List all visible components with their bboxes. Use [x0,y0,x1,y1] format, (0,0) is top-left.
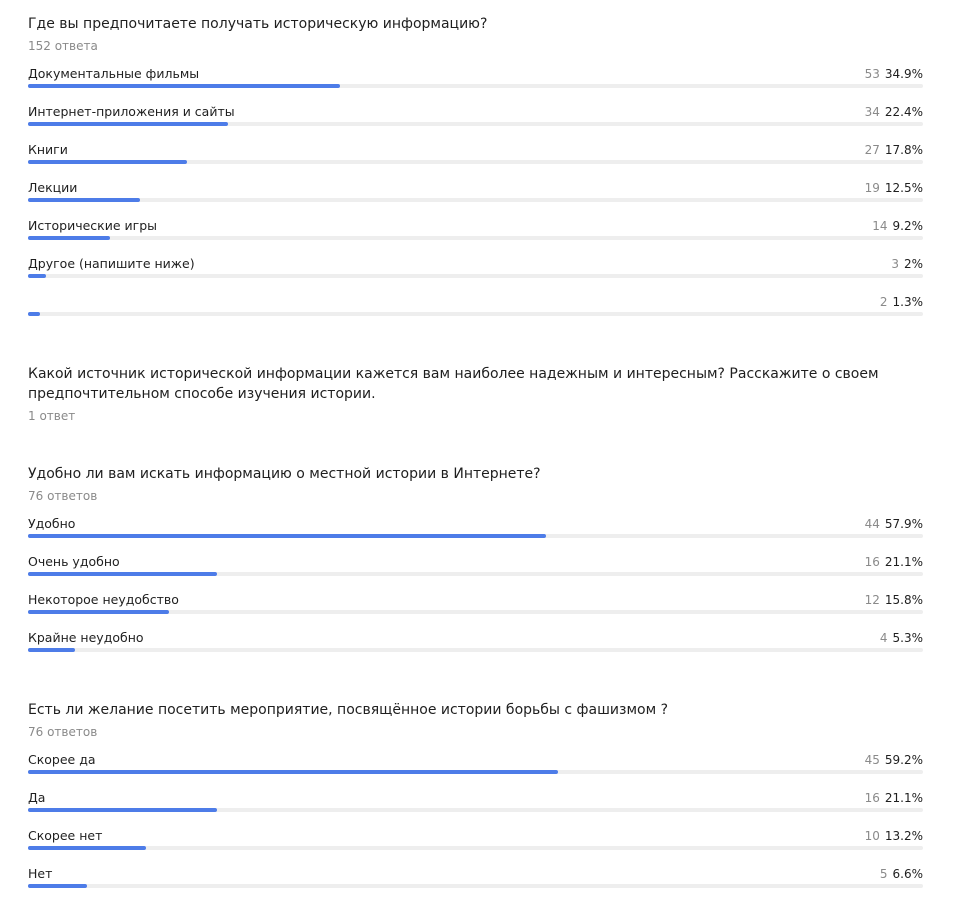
bar-track [28,122,923,126]
option-percent: 13.2% [884,829,923,843]
option-percent: 6.6% [892,867,923,881]
option-stats [865,592,923,608]
answer-count: 1 ответ [28,409,76,423]
answer-count: 152 ответа [28,39,98,53]
answer-options [28,752,923,904]
bar-track [28,884,923,888]
option-percent: 21.1% [884,555,923,569]
bar-track [28,770,923,774]
bar-track [28,312,923,316]
option-count: 14 [872,219,888,233]
option-label: Нет [28,866,53,881]
option-percent: 1.3% [892,295,923,309]
option-label: Некоторое неудобство [28,592,179,607]
question-title: Удобно ли вам искать информацию о местной истории в Интернете? [28,466,541,482]
option-count: 2 [879,295,888,309]
option-count: 16 [864,555,880,569]
bar-fill [28,198,140,202]
bar-track [28,236,923,240]
option-label: Крайне неудобно [28,630,144,645]
option-stats [865,180,923,196]
bar-track [28,808,923,812]
answer-options [28,516,923,668]
bar-fill [28,884,87,888]
option-stats [865,516,923,532]
option-stats [865,752,923,768]
bar-track [28,610,923,614]
bar-fill [28,770,558,774]
option-count: 53 [864,67,880,81]
option-percent: 59.2% [884,753,923,767]
answer-option [28,180,923,218]
bar-fill [28,534,546,538]
option-stats [880,630,923,646]
option-stats [865,828,923,844]
bar-fill [28,84,340,88]
option-percent: 2% [903,257,923,271]
question-block [28,364,923,424]
option-label: Исторические игры [28,218,157,233]
option-count: 34 [864,105,880,119]
option-label: Очень удобно [28,554,120,569]
option-percent: 5.3% [892,631,923,645]
bar-fill [28,274,46,278]
bar-fill [28,122,228,126]
option-count: 44 [864,517,880,531]
answer-option [28,790,923,828]
option-count: 45 [864,753,880,767]
option-percent: 34.9% [884,67,923,81]
option-count: 16 [864,791,880,805]
answer-option [28,828,923,866]
option-label: Интернет-приложения и сайты [28,104,235,119]
option-label: Документальные фильмы [28,66,200,81]
answer-option [28,142,923,180]
answer-option [28,592,923,630]
answer-option [28,516,923,554]
question-title: Где вы предпочитаете получать историческую информацию? [28,16,488,32]
option-count: 12 [864,593,880,607]
option-count: 3 [891,257,899,271]
bar-track [28,160,923,164]
option-percent: 22.4% [884,105,923,119]
option-stats [872,218,923,234]
option-count: 5 [879,867,888,881]
option-label: Скорее да [28,752,96,767]
answer-option [28,256,923,294]
answer-count: 76 ответов [28,489,98,503]
bar-track [28,534,923,538]
answer-option [28,66,923,104]
bar-track [28,572,923,576]
option-stats [865,790,923,806]
option-label: Книги [28,142,68,157]
option-stats [865,104,923,120]
answer-option [28,752,923,790]
bar-fill [28,160,187,164]
answer-option [28,104,923,142]
bar-track [28,274,923,278]
option-label: Другое (напишите ниже) [28,256,195,271]
option-percent: 15.8% [884,593,923,607]
question-title: Есть ли желание посетить мероприятие, посвящённое истории борьбы с фашизмом ? [28,702,669,718]
bar-fill [28,312,40,316]
option-percent: 17.8% [884,143,923,157]
bar-fill [28,236,110,240]
question-block [28,14,923,332]
survey-results [28,14,923,904]
bar-fill [28,846,146,850]
bar-track [28,648,923,652]
option-count: 27 [864,143,880,157]
question-title: Какой источник исторической информации кажется вам наиболее надежным и интересным? Расскажите о своем предпочтительном способе изучения истории. [28,366,879,402]
question-block [28,464,923,668]
option-count: 19 [864,181,880,195]
answer-option [28,866,923,904]
option-label: Скорее нет [28,828,103,843]
question-block [28,700,923,904]
bar-track [28,846,923,850]
answer-option [28,554,923,592]
bar-fill [28,808,217,812]
option-stats [880,866,923,882]
option-stats [880,294,923,310]
option-label: Лекции [28,180,78,195]
option-percent: 57.9% [884,517,923,531]
bar-track [28,198,923,202]
option-count: 4 [879,631,888,645]
answer-options [28,66,923,332]
option-stats [865,66,923,82]
option-stats [865,554,923,570]
bar-track [28,84,923,88]
option-count: 10 [864,829,880,843]
bar-fill [28,610,169,614]
option-label: Удобно [28,516,76,531]
answer-option [28,630,923,668]
option-percent: 12.5% [884,181,923,195]
bar-fill [28,648,75,652]
answer-option [28,294,923,332]
option-label: Да [28,790,46,805]
option-percent: 9.2% [892,219,923,233]
answer-count: 76 ответов [28,725,98,739]
option-stats [865,142,923,158]
answer-option [28,218,923,256]
bar-fill [28,572,217,576]
option-stats [891,256,923,272]
option-percent: 21.1% [884,791,923,805]
